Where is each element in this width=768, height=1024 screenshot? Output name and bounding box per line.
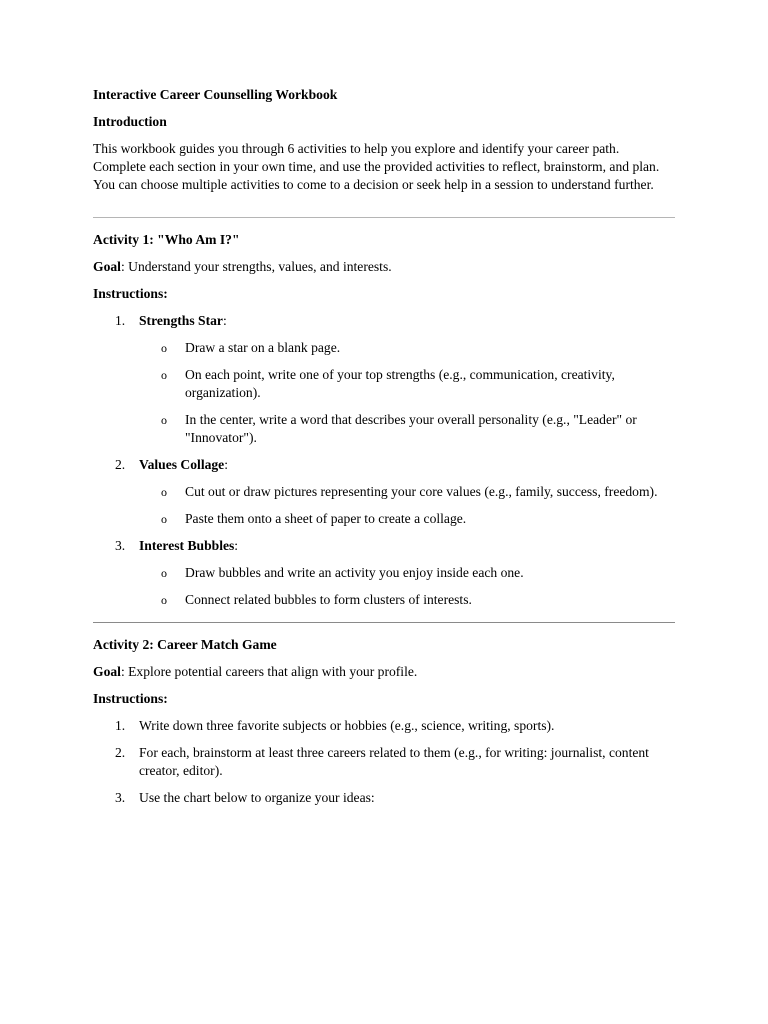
section-divider [93,622,675,623]
sub-list [139,564,675,609]
item-number: 3. [115,538,126,553]
item-label: Strengths Star [139,313,223,328]
circle-bullet-icon: o [161,566,167,580]
sub-list-item [139,339,675,357]
item-number: 2. [115,745,126,760]
item-label-suffix: : [224,457,229,472]
item-text: Use the chart below to organize your ideas: [139,790,375,805]
list-item [93,456,675,528]
intro-heading: Introduction [93,114,167,129]
item-text: Write down three favorite subjects or hobbies (e.g., science, writing, sports). [139,718,555,733]
activity-2-goal [93,663,675,681]
sub-list-item [139,483,675,501]
activity-2-list [93,717,675,807]
sub-item-text: Draw bubbles and write an activity you enjoy inside each one. [185,565,524,580]
circle-bullet-icon: o [161,368,167,382]
activity-1-instructions-label: Instructions: [93,286,168,301]
sub-list [139,339,675,447]
goal-text: : Understand your strengths, values, and interests. [120,259,392,274]
sub-list-item [139,510,675,528]
item-label-suffix: : [222,313,227,328]
item-label: Values Collage [139,457,225,472]
list-item [93,537,675,609]
circle-bullet-icon: o [161,485,167,499]
sub-list-item [139,411,675,447]
activity-2-heading: Activity 2: Career Match Game [93,637,277,652]
activity-1-list [93,312,675,609]
item-label: Interest Bubbles [139,538,235,553]
list-item [93,789,675,807]
goal-text: : Explore potential careers that align with your profile. [120,664,418,679]
item-number: 1. [115,313,126,328]
sub-list-item [139,564,675,582]
sub-item-text: In the center, write a word that describes your overall personality (e.g., "Leader" or "Innovator"). [185,412,637,445]
goal-label: Goal [93,664,121,679]
sub-list-item [139,366,675,402]
circle-bullet-icon: o [161,593,167,607]
item-number: 3. [115,790,126,805]
circle-bullet-icon: o [161,512,167,526]
goal-label: Goal [93,259,121,274]
list-item [93,744,675,780]
circle-bullet-icon: o [161,413,167,427]
sub-list [139,483,675,528]
sub-list-item [139,591,675,609]
item-label-suffix: : [234,538,239,553]
activity-1-goal [93,258,675,276]
section-divider [93,217,675,218]
circle-bullet-icon: o [161,341,167,355]
list-item [93,312,675,447]
sub-item-text: Draw a star on a blank page. [185,340,341,355]
item-number: 1. [115,718,126,733]
sub-item-text: Connect related bubbles to form clusters of interests. [185,592,472,607]
intro-paragraph: This workbook guides you through 6 activities to help you explore and identify your career path. Complete each section in your own time, and use the provided activities to reflect, brainstorm, and plan. You can choose multiple activities to come to a decision or seek help in a session to understand further. [93,141,660,192]
activity-1-heading: Activity 1: "Who Am I?" [93,232,240,247]
sub-item-text: Cut out or draw pictures representing your core values (e.g., family, success, freedom). [185,484,658,499]
item-number: 2. [115,457,126,472]
sub-item-text: On each point, write one of your top strengths (e.g., communication, creativity, organization). [185,367,615,400]
document-title: Interactive Career Counselling Workbook [93,87,338,102]
item-text: For each, brainstorm at least three careers related to them (e.g., for writing: journalist, content creator, editor). [139,745,649,778]
list-item [93,717,675,735]
activity-2-instructions-label: Instructions: [93,691,168,706]
sub-item-text: Paste them onto a sheet of paper to create a collage. [185,511,467,526]
